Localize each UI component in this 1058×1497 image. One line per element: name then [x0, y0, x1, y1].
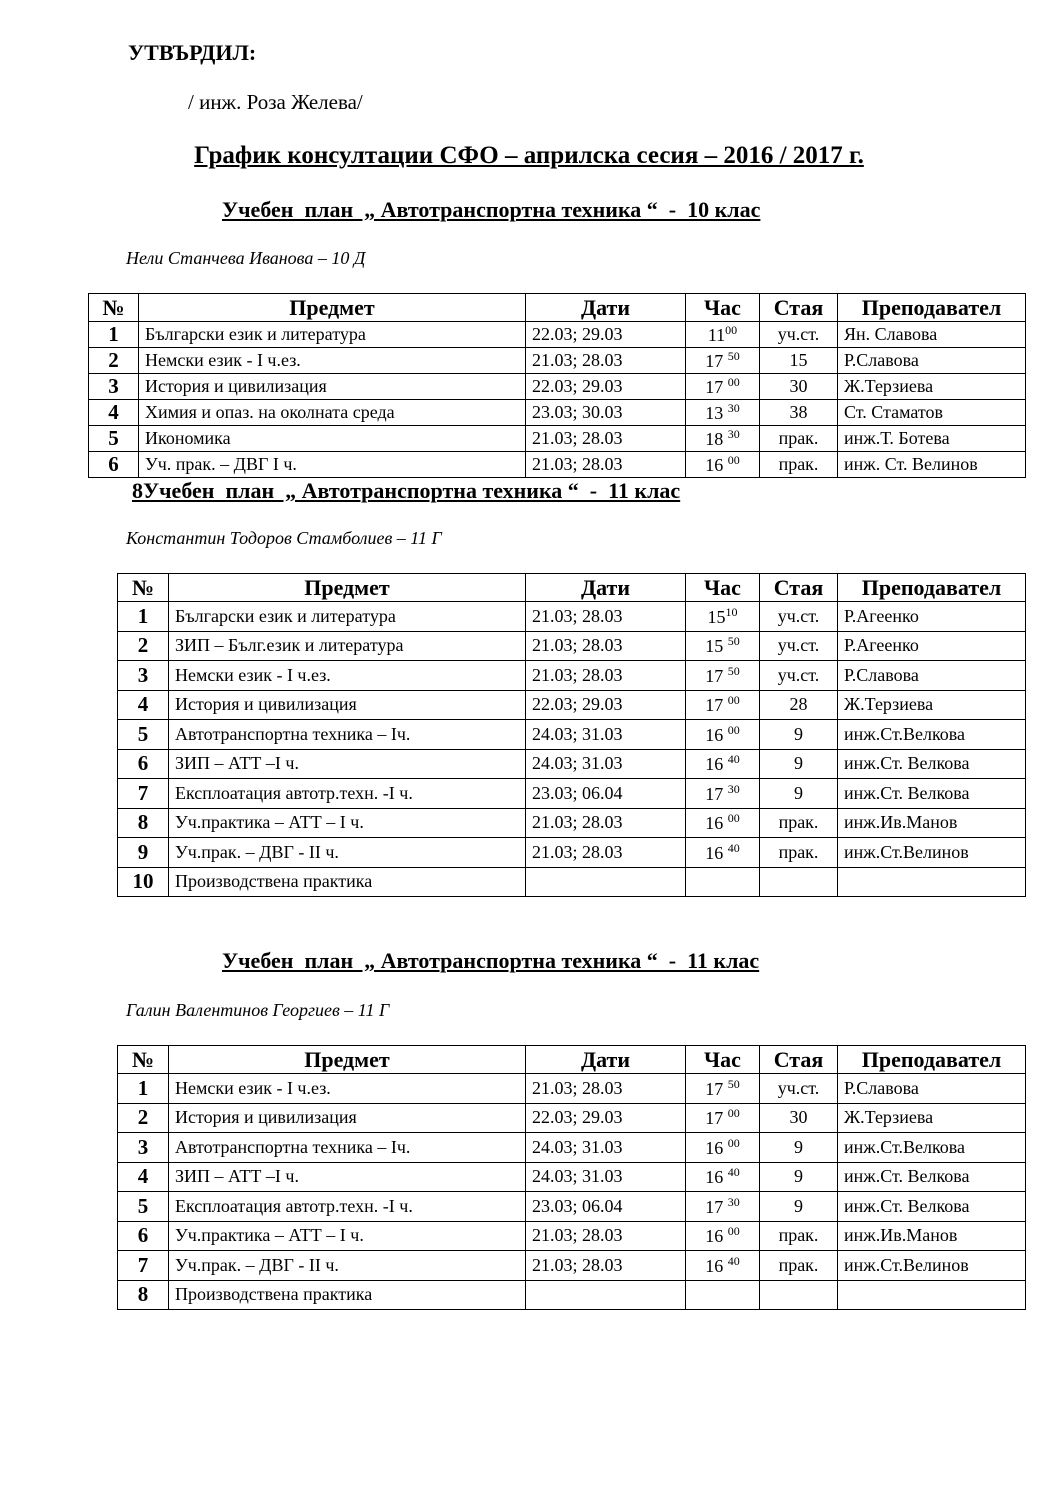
table-row [118, 1133, 1026, 1163]
dates-cell: 23.03; 30.03 [526, 400, 686, 426]
hour-value: 16 [705, 1167, 728, 1188]
table-row [89, 426, 1026, 452]
column-dates-header: Дати [526, 1046, 686, 1074]
hour-value: 17 [705, 377, 728, 397]
table-row [118, 690, 1026, 720]
subject-cell: Химия и опаз. на околната среда [139, 400, 526, 426]
dates-cell [526, 1280, 686, 1310]
hour-cell [686, 838, 760, 868]
teacher-cell: инж.Ст. Велкова [838, 749, 1026, 779]
table-row [118, 867, 1026, 897]
column-dates-header: Дати [526, 574, 686, 602]
hour-value: 11 [707, 325, 726, 345]
dates-cell [526, 867, 686, 897]
row-number: 3 [118, 661, 169, 691]
subject-cell: ЗИП – АТТ –I ч. [169, 1162, 526, 1192]
dates-cell: 21.03; 28.03 [526, 631, 686, 661]
column-room-header: Стая [760, 574, 838, 602]
table-row [118, 631, 1026, 661]
minute-value: 50 [727, 663, 740, 678]
table-row [118, 661, 1026, 691]
table-row [118, 808, 1026, 838]
subject-cell: Автотранспортна техника – Iч. [169, 1133, 526, 1163]
hour-value: 16 [705, 1137, 728, 1158]
hour-value: 17 [705, 1196, 728, 1217]
row-number: 2 [89, 348, 139, 374]
student-name-2: Константин Тодоров Стамболиев – 11 Г [126, 528, 442, 548]
teacher-cell: Ст. Стаматов [838, 400, 1026, 426]
room-cell: 30 [760, 374, 838, 400]
table-row [118, 838, 1026, 868]
table-row [118, 1074, 1026, 1104]
row-number: 5 [118, 720, 169, 750]
plan-heading-3: Учебен план „ Автотранспортна техника “ - 11 клас [222, 948, 760, 973]
dates-cell: 22.03; 29.03 [526, 690, 686, 720]
room-cell: уч.ст. [760, 322, 838, 348]
subject-cell: ЗИП – Бълг.език и литература [169, 631, 526, 661]
hour-value: 17 [705, 665, 728, 686]
hour-cell [686, 1103, 760, 1133]
schedule-table-1 [88, 293, 1026, 478]
teacher-cell: инж.Ст. Велкова [838, 1192, 1026, 1222]
dates-cell: 24.03; 31.03 [526, 749, 686, 779]
hour-value: 16 [705, 455, 728, 475]
row-number: 1 [89, 322, 139, 348]
subject-cell: История и цивилизация [169, 1103, 526, 1133]
subject-cell: История и цивилизация [139, 374, 526, 400]
subject-cell: Производствена практика [169, 867, 526, 897]
room-cell: уч.ст. [760, 631, 838, 661]
minute-value: 40 [727, 752, 740, 767]
plan-heading-1: Учебен план „ Автотранспортна техника “ - 10 клас [222, 197, 761, 222]
teacher-cell: инж.Ив.Манов [838, 808, 1026, 838]
minute-value: 00 [727, 453, 740, 467]
minute-value: 00 [727, 1135, 740, 1150]
column-teacher-header: Преподавател [838, 294, 1026, 322]
dates-cell: 21.03; 28.03 [526, 661, 686, 691]
teacher-cell: инж. Ст. Велинов [838, 452, 1026, 478]
room-cell: 9 [760, 749, 838, 779]
teacher-cell [838, 867, 1026, 897]
dates-cell: 24.03; 31.03 [526, 720, 686, 750]
room-cell: 28 [760, 690, 838, 720]
hour-cell [686, 400, 760, 426]
minute-value: 50 [727, 634, 740, 649]
teacher-cell: Р.Агеенко [838, 602, 1026, 632]
room-cell: 38 [760, 400, 838, 426]
row-number: 4 [118, 690, 169, 720]
table-row [118, 749, 1026, 779]
hour-cell [686, 720, 760, 750]
dates-cell: 22.03; 29.03 [526, 1103, 686, 1133]
minute-value: 40 [727, 1253, 740, 1268]
room-cell: 9 [760, 1162, 838, 1192]
hour-cell [686, 1251, 760, 1281]
hour-cell [686, 1133, 760, 1163]
minute-value: 00 [727, 693, 740, 708]
row-number: 6 [118, 749, 169, 779]
subject-cell: Уч.прак. – ДВГ - II ч. [169, 1251, 526, 1281]
subject-cell: Автотранспортна техника – Iч. [169, 720, 526, 750]
minute-value: 00 [727, 1106, 740, 1121]
hour-value: 16 [705, 1226, 728, 1247]
row-number: 5 [89, 426, 139, 452]
teacher-cell: инж.Ст. Велкова [838, 1162, 1026, 1192]
row-number: 2 [118, 631, 169, 661]
table-row [118, 602, 1026, 632]
hour-cell [686, 426, 760, 452]
column-dates-header: Дати [526, 294, 686, 322]
teacher-cell: инж.Ст. Велкова [838, 779, 1026, 809]
room-cell: прак. [760, 1251, 838, 1281]
hour-value: 17 [705, 351, 728, 371]
hour-value: 17 [705, 1078, 728, 1099]
student-name-3: Галин Валентинов Георгиев – 11 Г [126, 1000, 390, 1020]
dates-cell: 23.03; 06.04 [526, 1192, 686, 1222]
column-hour-header: Час [686, 574, 760, 602]
teacher-cell: инж.Т. Ботева [838, 426, 1026, 452]
plan-heading-2: 8Учебен план „ Автотранспортна техника “ - 11 клас [132, 478, 681, 503]
hour-cell [686, 322, 760, 348]
minute-value: 00 [727, 811, 740, 826]
column-number-header: № [89, 294, 139, 322]
hour-cell [686, 348, 760, 374]
column-subject-header: Предмет [139, 294, 526, 322]
minute-value: 00 [727, 1224, 740, 1239]
room-cell: уч.ст. [760, 1074, 838, 1104]
teacher-cell: Р.Славова [838, 661, 1026, 691]
table-row [118, 1251, 1026, 1281]
subject-cell: Немски език - I ч.ез. [169, 661, 526, 691]
minute-value: 40 [727, 1165, 740, 1180]
table-row [118, 1280, 1026, 1310]
hour-cell [686, 602, 760, 632]
column-teacher-header: Преподавател [838, 574, 1026, 602]
dates-cell: 21.03; 28.03 [526, 348, 686, 374]
column-subject-header: Предмет [169, 574, 526, 602]
approved-label: УТВЪРДИЛ: [128, 40, 257, 65]
room-cell: 9 [760, 1133, 838, 1163]
minute-value: 30 [727, 401, 740, 415]
table-row [118, 1162, 1026, 1192]
teacher-cell: инж.Ст.Велкова [838, 720, 1026, 750]
hour-value: 16 [705, 754, 728, 775]
subject-cell: Уч.практика – АТТ – I ч. [169, 1221, 526, 1251]
teacher-cell: инж.Ив.Манов [838, 1221, 1026, 1251]
subject-cell: Уч.прак. – ДВГ - II ч. [169, 838, 526, 868]
row-number: 1 [118, 1074, 169, 1104]
row-number: 6 [118, 1221, 169, 1251]
dates-cell: 22.03; 29.03 [526, 322, 686, 348]
column-room-header: Стая [760, 294, 838, 322]
row-number: 1 [118, 602, 169, 632]
teacher-cell: Ж.Терзиева [838, 1103, 1026, 1133]
row-number: 3 [89, 374, 139, 400]
hour-value: 17 [705, 1108, 728, 1129]
subject-cell: Немски език - I ч.ез. [169, 1074, 526, 1104]
document-title: График консултации СФО – априлска сесия – 2016 / 2017 г. [194, 142, 864, 169]
minute-value: 50 [727, 349, 740, 363]
subject-cell: ЗИП – АТТ –I ч. [169, 749, 526, 779]
table-row [89, 322, 1026, 348]
hour-cell [686, 661, 760, 691]
row-number: 7 [118, 1251, 169, 1281]
teacher-cell: Ж.Терзиева [838, 374, 1026, 400]
room-cell: 30 [760, 1103, 838, 1133]
table-row [118, 720, 1026, 750]
hour-cell [686, 374, 760, 400]
room-cell [760, 867, 838, 897]
teacher-cell: Р.Славова [838, 348, 1026, 374]
subject-cell: Уч. прак. – ДВГ I ч. [139, 452, 526, 478]
room-cell: прак. [760, 1221, 838, 1251]
table-row [118, 1221, 1026, 1251]
hour-cell [686, 1192, 760, 1222]
hour-cell [686, 1162, 760, 1192]
column-hour-header: Час [686, 294, 760, 322]
room-cell: уч.ст. [760, 661, 838, 691]
hour-cell [686, 631, 760, 661]
hour-value: 16 [705, 842, 728, 863]
table-row [118, 1192, 1026, 1222]
dates-cell: 24.03; 31.03 [526, 1133, 686, 1163]
student-name-1: Нели Станчева Иванова – 10 Д [126, 248, 366, 268]
hour-cell [686, 1221, 760, 1251]
hour-value: 18 [705, 429, 728, 449]
row-number: 4 [89, 400, 139, 426]
teacher-cell: Р.Славова [838, 1074, 1026, 1104]
teacher-cell: инж.Ст.Велинов [838, 838, 1026, 868]
table-row [118, 1103, 1026, 1133]
minute-value: 10 [725, 604, 738, 619]
table-row [89, 400, 1026, 426]
hour-cell [686, 808, 760, 838]
dates-cell: 21.03; 28.03 [526, 808, 686, 838]
subject-cell: Икономика [139, 426, 526, 452]
dates-cell: 21.03; 28.03 [526, 1221, 686, 1251]
room-cell: прак. [760, 452, 838, 478]
table-row [89, 452, 1026, 478]
schedule-table-2 [117, 573, 1026, 897]
minute-value: 40 [727, 840, 740, 855]
hour-value: 15 [705, 636, 728, 657]
row-number: 10 [118, 867, 169, 897]
subject-cell: Български език и литература [139, 322, 526, 348]
subject-cell: Производствена практика [169, 1280, 526, 1310]
subject-cell: Експлоатация автотр.техн. -I ч. [169, 779, 526, 809]
schedule-table-3 [117, 1045, 1026, 1310]
row-number: 7 [118, 779, 169, 809]
column-room-header: Стая [760, 1046, 838, 1074]
hour-value: 16 [705, 813, 728, 834]
hour-value: 15 [707, 606, 726, 627]
table-row [89, 374, 1026, 400]
hour-cell [686, 749, 760, 779]
dates-cell: 21.03; 28.03 [526, 1074, 686, 1104]
teacher-cell: Ж.Терзиева [838, 690, 1026, 720]
minute-value: 00 [725, 323, 738, 337]
room-cell: 9 [760, 1192, 838, 1222]
teacher-cell: инж.Ст.Велкова [838, 1133, 1026, 1163]
dates-cell: 21.03; 28.03 [526, 1251, 686, 1281]
row-number: 9 [118, 838, 169, 868]
column-number-header: № [118, 1046, 169, 1074]
table-row [118, 779, 1026, 809]
hour-cell [686, 1074, 760, 1104]
dates-cell: 24.03; 31.03 [526, 1162, 686, 1192]
teacher-cell: Р.Агеенко [838, 631, 1026, 661]
column-hour-header: Час [686, 1046, 760, 1074]
room-cell: прак. [760, 808, 838, 838]
hour-value: 17 [705, 783, 728, 804]
minute-value: 30 [727, 1194, 740, 1209]
dates-cell: 22.03; 29.03 [526, 374, 686, 400]
hour-value: 16 [705, 1255, 728, 1276]
subject-cell: Български език и литература [169, 602, 526, 632]
column-number-header: № [118, 574, 169, 602]
hour-cell [686, 452, 760, 478]
row-number: 6 [89, 452, 139, 478]
dates-cell: 23.03; 06.04 [526, 779, 686, 809]
minute-value: 00 [727, 375, 740, 389]
minute-value: 50 [727, 1076, 740, 1091]
minute-value: 30 [727, 427, 740, 441]
room-cell: 9 [760, 779, 838, 809]
minute-value: 00 [727, 722, 740, 737]
room-cell: уч.ст. [760, 602, 838, 632]
column-teacher-header: Преподавател [838, 1046, 1026, 1074]
hour-cell [686, 1280, 760, 1310]
row-number: 2 [118, 1103, 169, 1133]
signer-name: / инж. Роза Желева/ [188, 90, 363, 114]
row-number: 8 [118, 808, 169, 838]
teacher-cell: инж.Ст.Велинов [838, 1251, 1026, 1281]
room-cell: прак. [760, 838, 838, 868]
hour-value: 16 [705, 724, 728, 745]
room-cell: 15 [760, 348, 838, 374]
subject-cell: Експлоатация автотр.техн. -I ч. [169, 1192, 526, 1222]
dates-cell: 21.03; 28.03 [526, 426, 686, 452]
hour-value: 13 [705, 403, 728, 423]
row-number: 3 [118, 1133, 169, 1163]
hour-cell [686, 779, 760, 809]
column-subject-header: Предмет [169, 1046, 526, 1074]
room-cell: 9 [760, 720, 838, 750]
hour-value: 17 [705, 695, 728, 716]
teacher-cell: Ян. Славова [838, 322, 1026, 348]
row-number: 5 [118, 1192, 169, 1222]
dates-cell: 21.03; 28.03 [526, 452, 686, 478]
subject-cell: Уч.практика – АТТ – I ч. [169, 808, 526, 838]
hour-cell [686, 867, 760, 897]
hour-cell [686, 690, 760, 720]
subject-cell: История и цивилизация [169, 690, 526, 720]
table-row [89, 348, 1026, 374]
subject-cell: Немски език - I ч.ез. [139, 348, 526, 374]
row-number: 4 [118, 1162, 169, 1192]
dates-cell: 21.03; 28.03 [526, 602, 686, 632]
room-cell [760, 1280, 838, 1310]
minute-value: 30 [727, 781, 740, 796]
dates-cell: 21.03; 28.03 [526, 838, 686, 868]
teacher-cell [838, 1280, 1026, 1310]
row-number: 8 [118, 1280, 169, 1310]
room-cell: прак. [760, 426, 838, 452]
